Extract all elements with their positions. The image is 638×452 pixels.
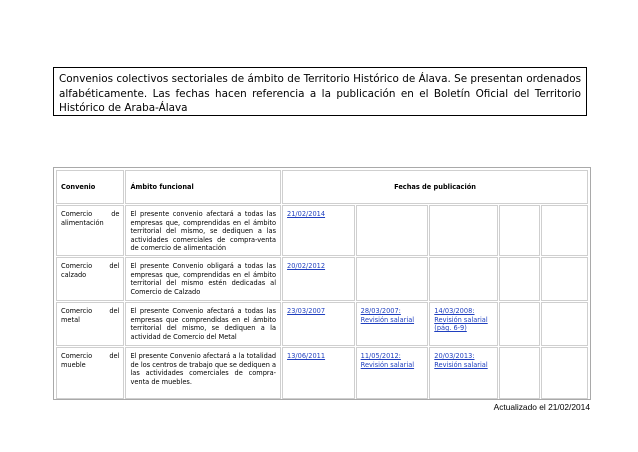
table-header-row <box>56 170 588 204</box>
cell-fecha-1 <box>282 347 355 399</box>
revision-link[interactable]: Revisión salarial <box>434 315 488 324</box>
cell-fecha-5 <box>541 205 588 256</box>
cell-fecha-1 <box>282 302 355 346</box>
date-link[interactable]: 21/02/2014 <box>287 210 326 218</box>
cell-fecha-5 <box>541 302 588 346</box>
revision-link[interactable]: Revisión salarial <box>360 360 415 369</box>
header-fechas: Fechas de publicación <box>282 170 588 204</box>
cell-fecha-2 <box>356 302 429 346</box>
cell-convenio <box>56 205 124 256</box>
cell-ambito: El presente convenio afectará a todas las empresas que, comprendidas en el ámbito territorial del mismo, se dediquen a las actividades comerciales de compra-venta de comercio de alimentación <box>125 205 281 256</box>
cell-ambito: El presente Convenio obligará a todas las empresas que, comprendidas en el ámbito territorial del mismo estén dedicadas al Comercio de Calzado <box>125 257 281 301</box>
last-updated-note: Actualizado el 21/02/2014 <box>493 402 590 412</box>
cell-fecha-2 <box>356 205 429 256</box>
agreements-table <box>55 169 589 400</box>
cell-fecha-3 <box>429 302 497 346</box>
cell-convenio: Comercio del metal <box>56 302 124 346</box>
cell-fecha-2 <box>356 347 429 399</box>
cell-fecha-4 <box>499 302 540 346</box>
cell-fecha-5 <box>541 257 588 301</box>
cell-fecha-4 <box>499 347 540 399</box>
cell-convenio: Comercio del mueble <box>56 347 124 399</box>
revision-link[interactable]: Revisión salarial <box>360 315 415 324</box>
convenio-name-part: alimentación <box>61 218 104 227</box>
cell-fecha-5 <box>541 347 588 399</box>
table-row <box>56 347 588 399</box>
table-row <box>56 205 588 256</box>
cell-fecha-3 <box>429 205 497 256</box>
convenio-name-part: Comercio <box>61 210 93 218</box>
header-ambito: Ámbito funcional <box>125 170 281 204</box>
table-row <box>56 302 588 346</box>
table-row <box>56 257 588 301</box>
convenio-name-part: de <box>111 210 120 218</box>
revision-link[interactable]: Revisión salarial <box>434 360 488 369</box>
date-link[interactable]: 13/06/2011 <box>287 351 326 360</box>
cell-ambito: El presente Convenio afectará a todas las empresas que comprendidas en el ámbito territorial del mismo, se dediquen a la actividad de Comercio del Metal <box>125 302 281 346</box>
cell-convenio: Comercio del calzado <box>56 257 124 301</box>
agreements-table-container <box>53 167 591 400</box>
cell-fecha-3 <box>429 347 497 399</box>
date-link[interactable]: 14/03/2008: <box>434 306 475 315</box>
cell-fecha-4 <box>499 257 540 301</box>
cell-fecha-3 <box>429 257 497 301</box>
cell-fecha-4 <box>499 205 540 256</box>
cell-ambito: El presente Convenio afectará a la totalidad de los centros de trabajo que se dediquen a las actividades comerciales de compra-venta de muebles. <box>125 347 281 399</box>
header-convenio: Convenio <box>56 170 124 204</box>
date-link[interactable]: 20/02/2012 <box>287 261 326 270</box>
intro-paragraph: Convenios colectivos sectoriales de ámbito de Territorio Histórico de Álava. Se presentan ordenados alfabéticamente. Las fechas hacen referencia a la publicación en el Boletín Oficial del Territorio Histórico de Araba-Álava <box>53 67 587 116</box>
date-link[interactable]: 28/03/2007: <box>360 306 401 315</box>
cell-fecha-2 <box>356 257 429 301</box>
cell-fecha-1 <box>282 205 355 256</box>
cell-fecha-1 <box>282 257 355 301</box>
date-link[interactable]: 23/03/2007 <box>287 306 326 315</box>
date-link[interactable]: 11/05/2012: <box>360 351 401 360</box>
date-link[interactable]: 20/03/2013: <box>434 351 475 360</box>
page-ref-link[interactable]: (pág. 6-9) <box>434 324 467 333</box>
